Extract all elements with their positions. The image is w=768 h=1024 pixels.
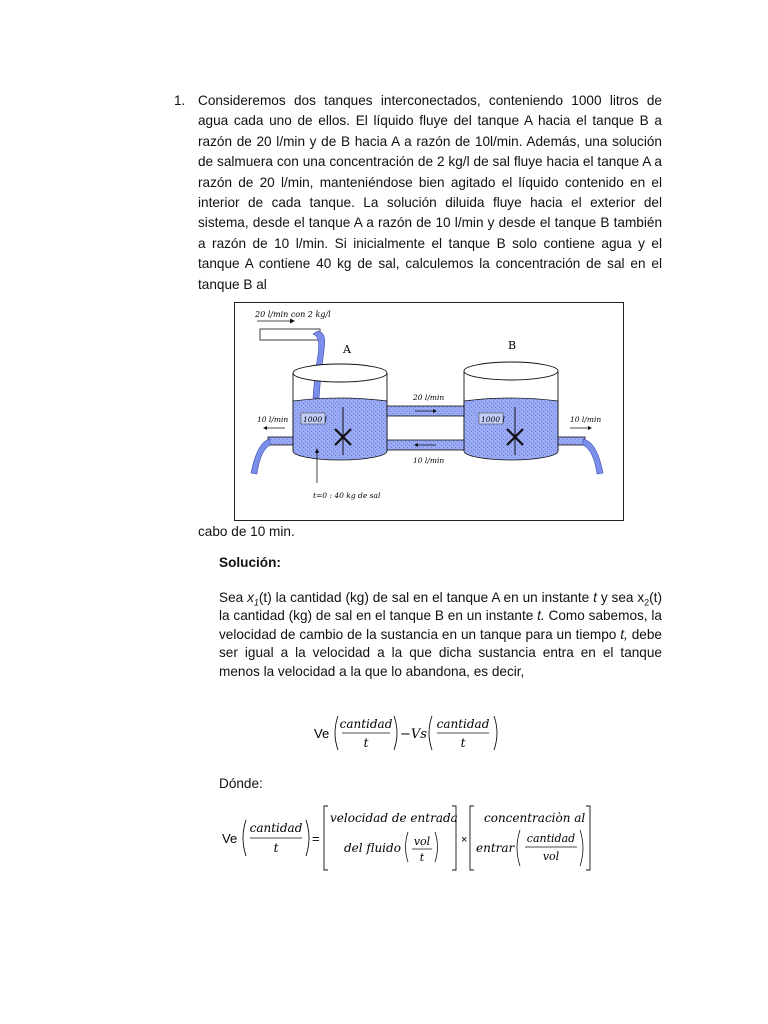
sol-t-end: t.	[537, 608, 545, 624]
eq2-b1-line2: del fluido	[344, 841, 401, 855]
inflow-arrowhead	[290, 319, 295, 324]
eq1-rparen-1	[394, 716, 397, 750]
eq2-num: cantidad	[249, 821, 303, 835]
tank-b-water	[464, 398, 558, 460]
outflow-left-stream	[251, 439, 270, 474]
eq2-b1-frac-num: vol	[413, 835, 431, 848]
outflow-right-stream	[583, 439, 603, 474]
outflow-left-label: 10 l/min	[257, 415, 289, 424]
eq2-b1-frac-den: t	[419, 851, 425, 864]
eq2-ve: Ve	[222, 831, 238, 846]
eq1-minus-vs: −Vs	[400, 727, 427, 742]
outflow-left-pipe	[268, 437, 293, 445]
tanks-diagram	[235, 303, 623, 520]
eq2-bracket1-left	[324, 806, 328, 870]
outflow-right-pipe	[558, 437, 585, 445]
solution-paragraph	[219, 589, 662, 681]
eq2-bracket2-right	[586, 806, 590, 870]
eq1-rparen-2	[494, 716, 497, 750]
eq2-b2-rparen	[580, 830, 583, 866]
tank-b-volume: 1000 l	[481, 415, 505, 424]
sol-t1: (t)	[258, 590, 272, 605]
outflow-right-label: 10 l/min	[570, 415, 602, 424]
eq2-bracket2-left	[470, 806, 474, 870]
sol-mid1: la cantidad (kg) de sal en el tanque A en un instante	[271, 590, 594, 605]
outflow-right-arrowhead	[588, 426, 592, 430]
pipe-bottom-label: 10 l/min	[413, 456, 445, 465]
sol-sea1: Sea	[219, 590, 248, 605]
tanks-figure	[234, 302, 624, 521]
sol-mid2: y sea $x_2$	[596, 590, 650, 608]
eq2-times: ×	[461, 834, 468, 846]
sol-t2: (t)	[649, 590, 662, 605]
sol-rest: Como sabemos, la velocidad de cambio de la sustancia en un tanque para un tiempo	[219, 608, 662, 642]
tank-b-label: B	[508, 339, 517, 352]
problem-paragraph	[174, 91, 662, 295]
sol-mid3: la cantidad (kg) de sal en el tanque B en un instante	[219, 608, 538, 624]
tank-b-top	[464, 362, 558, 380]
problem-text: Consideremos dos tanques interconectados, conteniendo 1000 litros de agua cada uno de ellos. El líquido fluye del tanque A hacia el tanque B a razón de 20 l/min y de B hacia A a razón de 10l/min. Además, una solución de salmuera con una concentración de 2 kg/l de sal fluye hacia el tanque A a razón de 20 l/min, manteniéndose bien agitado el líquido contenido en el interior de cada tanque. La solución diluida fluye hacia el exterior del sistema, desde el tanque A a razón de 10 l/min y desde el tanque B también a razón de 10 l/min. Si inicialmente el tanque B solo contiene agua y el tanque A contiene 40 kg de sal, calculemos la concentración de sal en el tanque B al	[198, 93, 662, 292]
initial-label: t=0 : 40 kg de sal	[313, 491, 381, 500]
sol-rest2: debe ser igual a la velocidad a la que dicha sustancia entra en el tanque menos la velocidad a la que lo abandona, es decir,	[219, 626, 662, 679]
eq2-b1-rparen	[435, 832, 438, 862]
solution-title: Solución:	[219, 555, 281, 570]
eq1-lparen-1	[335, 716, 338, 750]
outflow-left-arrowhead	[263, 426, 267, 430]
sol-x1: $x_1$	[247, 590, 259, 608]
eq2-b2-lparen	[517, 830, 520, 866]
equation-inflow-rate	[218, 802, 598, 874]
tank-a-volume: 1000 l	[303, 415, 327, 424]
inflow-pipe	[260, 329, 320, 340]
eq2-lparen	[243, 820, 246, 856]
eq1-lparen-2	[429, 716, 432, 750]
sol-t-var: t	[593, 590, 597, 605]
eq2-b1-lparen	[406, 832, 409, 862]
problem-number: 1.	[174, 93, 186, 108]
eq1-num2: cantidad	[436, 717, 490, 731]
pipe-top-label: 20 l/min	[413, 393, 445, 402]
equation-rate-balance	[310, 710, 510, 756]
eq2-den: t	[273, 841, 279, 855]
eq2-b2-line2: entrar	[476, 841, 515, 855]
eq2-rparen	[306, 820, 309, 856]
eq2-b2-line1: concentraciòn al	[484, 811, 586, 825]
eq1-num: cantidad	[339, 717, 393, 731]
eq2-b2-frac-num: cantidad	[526, 832, 576, 845]
sol-t-comma: t,	[620, 626, 628, 642]
inflow-label: 20 l/min con 2 kg/l	[255, 310, 331, 319]
eq1-ve: Ve	[314, 726, 330, 741]
donde-label: Dónde:	[219, 776, 263, 791]
eq1-den2: t	[460, 736, 466, 750]
eq2-b2-frac-den: vol	[542, 850, 560, 863]
eq2-b1-line1: velocidad de entrada	[330, 811, 458, 825]
tank-a-water	[293, 398, 387, 460]
problem-continuation: cabo de 10 min.	[198, 524, 295, 539]
tank-a-top	[293, 364, 387, 382]
eq2-equals: =	[312, 831, 320, 846]
eq1-den: t	[363, 736, 369, 750]
tank-a-label: A	[343, 343, 351, 356]
